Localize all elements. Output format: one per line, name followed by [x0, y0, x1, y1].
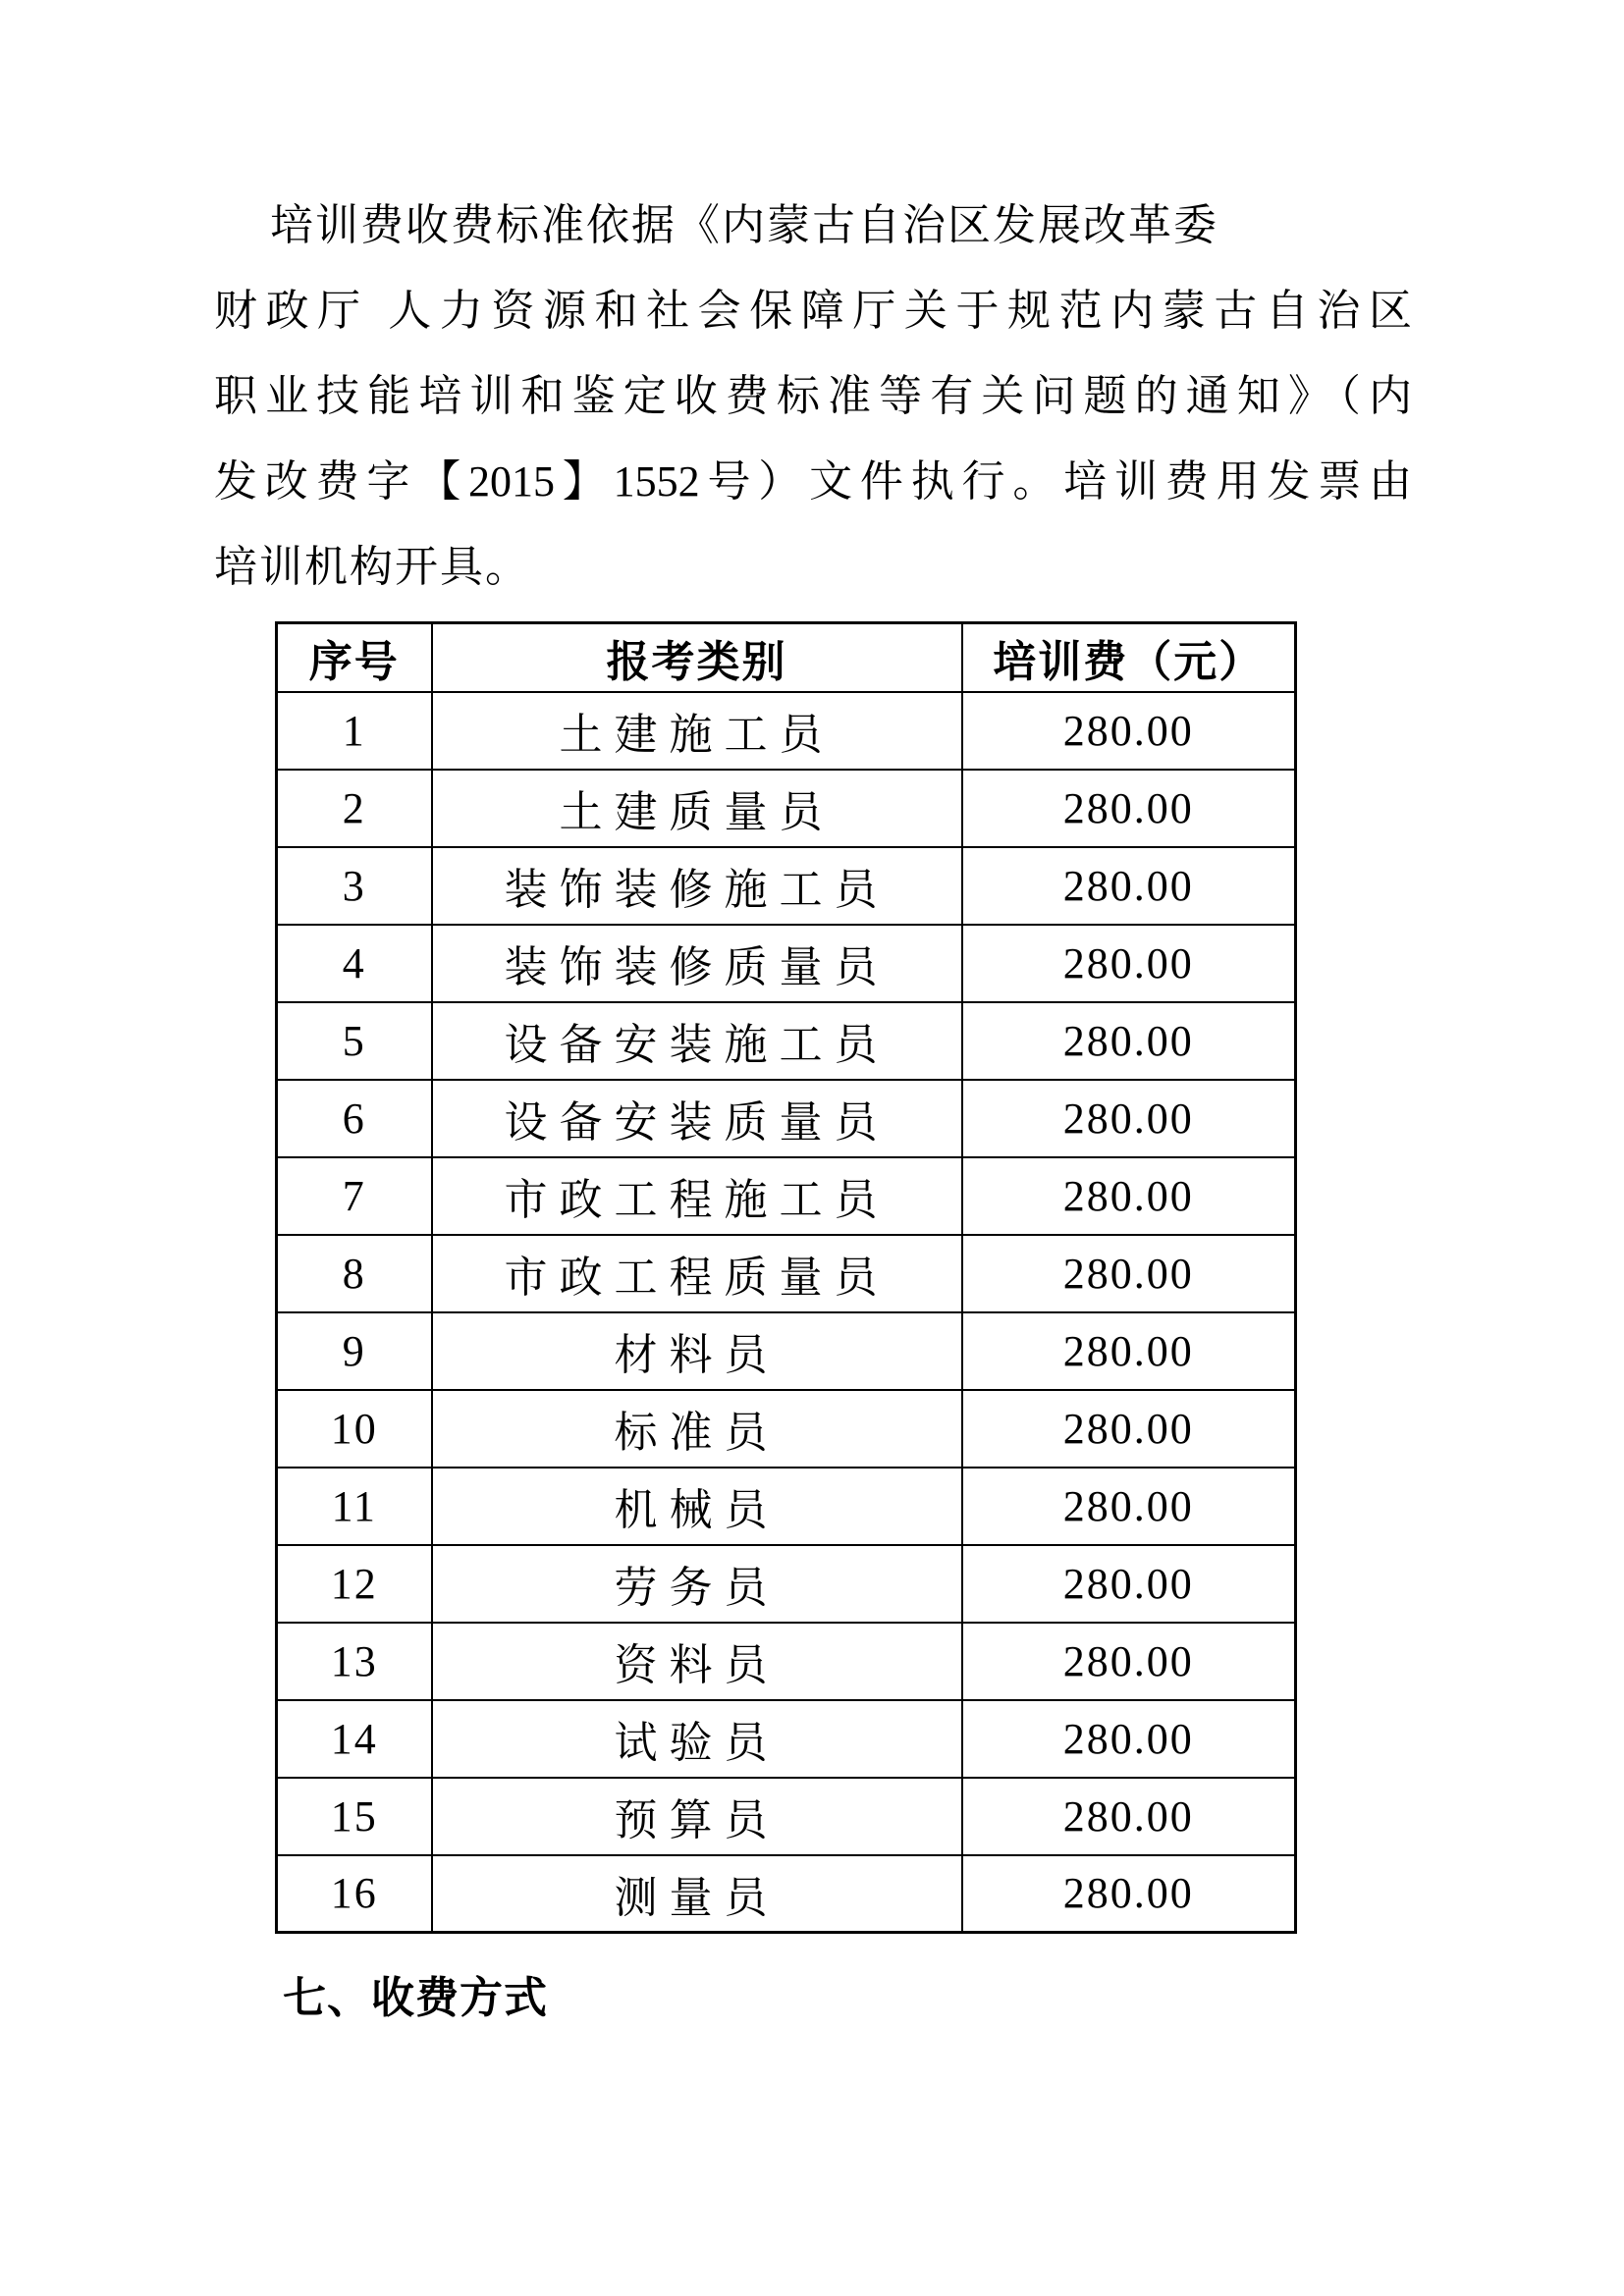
table-row [277, 1390, 1296, 1468]
row-category-cell: 试验员 [432, 1700, 962, 1778]
row-number-cell: 5 [277, 1002, 432, 1080]
row-number-cell: 2 [277, 770, 432, 847]
table-row [277, 770, 1296, 847]
header-row [277, 623, 1296, 692]
row-number-cell: 12 [277, 1545, 432, 1623]
row-category-cell: 标准员 [432, 1390, 962, 1468]
header-training-fee: 培训费（元） [962, 623, 1296, 692]
table-row [277, 1157, 1296, 1235]
row-number-cell: 9 [277, 1312, 432, 1390]
row-number-cell: 4 [277, 925, 432, 1002]
row-fee-cell: 280.00 [962, 1778, 1296, 1855]
paragraph-line: 财政厅 人力资源和社会保障厅关于规范内蒙古自治区 [214, 287, 1412, 335]
table-row [277, 1235, 1296, 1312]
intro-paragraph [214, 183, 1412, 610]
table-row [277, 1468, 1296, 1545]
row-category-cell: 土建质量员 [432, 770, 962, 847]
paragraph-line: 培训机构开具。 [214, 543, 530, 591]
row-category-cell: 装饰装修质量员 [432, 925, 962, 1002]
row-number-cell: 16 [277, 1855, 432, 1933]
row-number-cell: 14 [277, 1700, 432, 1778]
fee-table-body [277, 692, 1296, 1933]
row-category-cell: 市政工程施工员 [432, 1157, 962, 1235]
row-category-cell: 测量员 [432, 1855, 962, 1933]
row-number-cell: 11 [277, 1468, 432, 1545]
row-category-cell: 设备安装施工员 [432, 1002, 962, 1080]
row-fee-cell: 280.00 [962, 1623, 1296, 1700]
row-number-cell: 6 [277, 1080, 432, 1157]
table-row [277, 1623, 1296, 1700]
row-fee-cell: 280.00 [962, 1157, 1296, 1235]
row-fee-cell: 280.00 [962, 770, 1296, 847]
row-number-cell: 3 [277, 847, 432, 925]
row-fee-cell: 280.00 [962, 1855, 1296, 1933]
row-fee-cell: 280.00 [962, 1002, 1296, 1080]
table-row [277, 1312, 1296, 1390]
row-fee-cell: 280.00 [962, 1080, 1296, 1157]
row-number-cell: 1 [277, 692, 432, 770]
fee-table-header [277, 623, 1296, 692]
table-row [277, 925, 1296, 1002]
paragraph-line: 职业技能培训和鉴定收费标准等有关问题的通知》（内 [214, 372, 1412, 420]
header-serial-number: 序号 [277, 623, 432, 692]
table-row [277, 1700, 1296, 1778]
row-category-cell: 机械员 [432, 1468, 962, 1545]
table-row [277, 1545, 1296, 1623]
row-number-cell: 10 [277, 1390, 432, 1468]
row-number-cell: 8 [277, 1235, 432, 1312]
row-category-cell: 设备安装质量员 [432, 1080, 962, 1157]
row-fee-cell: 280.00 [962, 1235, 1296, 1312]
row-category-cell: 材料员 [432, 1312, 962, 1390]
row-number-cell: 7 [277, 1157, 432, 1235]
row-category-cell: 土建施工员 [432, 692, 962, 770]
table-row [277, 692, 1296, 770]
fee-table [275, 621, 1297, 1934]
row-fee-cell: 280.00 [962, 925, 1296, 1002]
row-category-cell: 市政工程质量员 [432, 1235, 962, 1312]
table-row [277, 1080, 1296, 1157]
row-number-cell: 13 [277, 1623, 432, 1700]
row-number-cell: 15 [277, 1778, 432, 1855]
row-fee-cell: 280.00 [962, 847, 1296, 925]
row-category-cell: 装饰装修施工员 [432, 847, 962, 925]
row-fee-cell: 280.00 [962, 1468, 1296, 1545]
paragraph-line: 发改费字【2015】1552号）文件执行。培训费用发票由 [214, 457, 1412, 506]
paragraph-line: 培训费收费标准依据《内蒙古自治区发展改革委 [270, 201, 1218, 249]
table-row [277, 1002, 1296, 1080]
row-category-cell: 劳务员 [432, 1545, 962, 1623]
table-row [277, 1778, 1296, 1855]
row-fee-cell: 280.00 [962, 1390, 1296, 1468]
row-fee-cell: 280.00 [962, 1545, 1296, 1623]
row-fee-cell: 280.00 [962, 692, 1296, 770]
table-row [277, 847, 1296, 925]
section-heading: 七、收费方式 [283, 1974, 548, 2022]
row-category-cell: 预算员 [432, 1778, 962, 1855]
row-category-cell: 资料员 [432, 1623, 962, 1700]
row-fee-cell: 280.00 [962, 1700, 1296, 1778]
row-fee-cell: 280.00 [962, 1312, 1296, 1390]
header-exam-category: 报考类别 [432, 623, 962, 692]
table-row [277, 1855, 1296, 1933]
